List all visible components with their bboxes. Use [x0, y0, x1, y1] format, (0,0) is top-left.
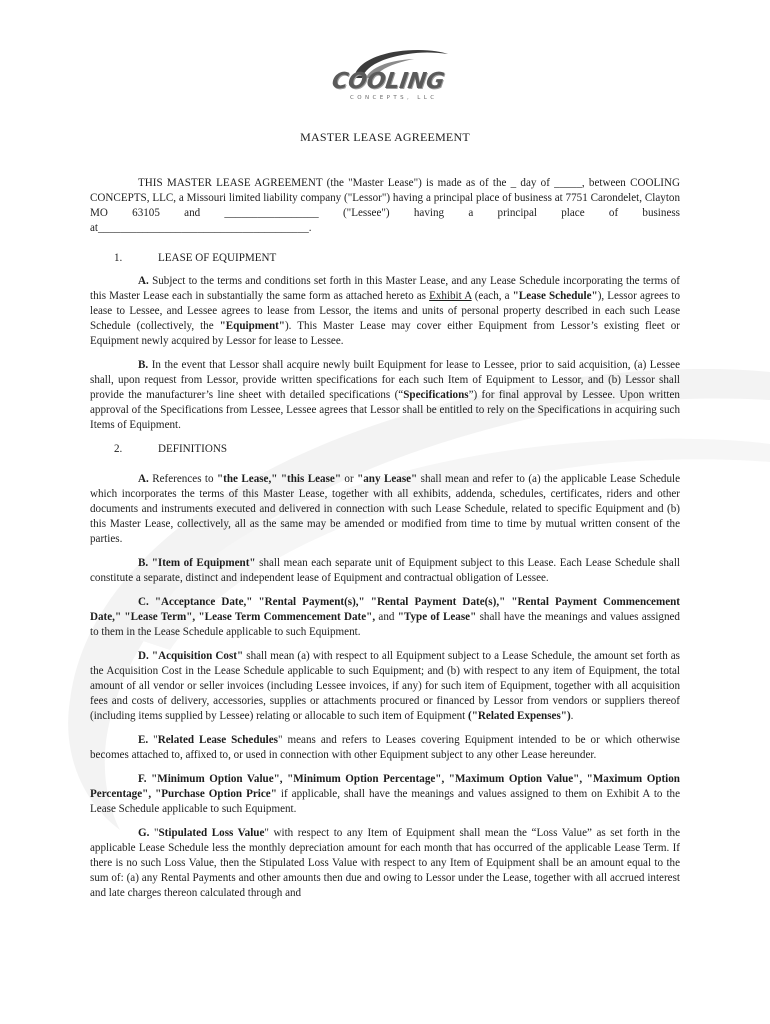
section-number: 2.	[114, 443, 123, 455]
clause-2d	[90, 649, 680, 724]
clause-text: .	[570, 710, 574, 722]
defined-term: "Type of Lease"	[397, 611, 477, 623]
clause-label: G.	[138, 827, 150, 839]
company-logo	[322, 44, 450, 104]
clause-label: D.	[138, 650, 149, 662]
document-title: MASTER LEASE AGREEMENT	[300, 130, 470, 144]
defined-term: "Equipment"	[219, 320, 285, 332]
clause-text: shall have the meanings and values assigned to them in the Lease Schedule applicable to such Equipment.	[90, 611, 680, 638]
defined-term: "Acquisition Cost"	[151, 650, 244, 662]
clause-2a	[90, 472, 680, 547]
defined-term: "Item of Equipment"	[151, 557, 256, 569]
logo-subtitle: CONCEPTS, LLC	[350, 95, 438, 101]
clause-text: "	[153, 734, 158, 746]
logo-wordmark: COOLING	[330, 69, 446, 94]
clause-text: ”) for final approval by Lessee. Upon written approval of the Specifications from Lessee, Lessee agrees that Lessor shall be entitled to rely on the Specifications in acquiring such Items of Equipment.	[90, 389, 680, 431]
clause-label: B.	[138, 359, 149, 371]
clause-2c	[90, 595, 680, 640]
clause-label: A.	[138, 275, 149, 287]
defined-term: "this Lease"	[280, 473, 341, 485]
defined-term: "Acceptance Date," "Rental Payment(s)," "Rental Payment Date(s)," "Rental Payment Commencement Date," "Lease Term", "Lease Term Commencement Date",	[90, 596, 680, 623]
defined-term: "Lease Schedule"	[512, 290, 598, 302]
section-number: 1.	[114, 252, 123, 264]
defined-term: "the Lease,"	[217, 473, 278, 485]
clause-1a	[90, 274, 680, 349]
clause-label: C.	[138, 596, 149, 608]
clause-text: shall mean (a) with respect to all Equipment subject to a Lease Schedule, the amount set forth as the Acquisition Cost in the Lease Schedule applicable to such Equipment; and (b) with respect to any item of Equipment, the total amount of all vendor or seller invoices (including Lessee invoices, if any) for such item of Equipment, together with all acquisition fees and costs of delivery, accessories, supplies or attachments procured or financed by Lessor from vendors or suppliers thereof (including items supplied by Lessee) relating or allocable to such item of Equipment	[90, 650, 681, 722]
clause-text: if applicable, shall have the meanings and values assigned to them on Exhibit A to the Lease Schedule applicable to such Equipment.	[90, 788, 681, 815]
clause-text: " means and refers to Leases covering Equipment intended to be or which otherwise becomes attached to, affixed to, or used in connection with other Equipment subject to any other Lease hereunder.	[90, 734, 680, 761]
clause-text: or	[340, 473, 358, 485]
defined-term: Specifications	[403, 389, 469, 401]
clause-text: (each, a	[471, 290, 513, 302]
defined-term: "any Lease"	[357, 473, 418, 485]
clause-text: References to	[152, 473, 217, 485]
clause-text: ), Lessor agrees to lease to Lessee, and Lessee agrees to lease from Lessor, the items and units of personal property described in each such Lease Schedule (collectively, the	[90, 290, 680, 332]
defined-term: Stipulated Loss Value	[158, 827, 265, 839]
clause-text: ). This Master Lease may cover either Equipment from Lessor’s existing fleet or Equipment newly acquired by Lessor for lease to Lessee.	[90, 320, 680, 347]
defined-term: ("Related Expenses")	[468, 710, 571, 722]
document-body	[90, 176, 680, 901]
defined-term: "Minimum Option Value", "Minimum Option Percentage", "Maximum Option Value", "Maximum Option Percentage", "Purchase Option Price"	[90, 773, 680, 800]
clause-text: shall mean and refer to (a) the applicable Lease Schedule which incorporates the terms of this Master Lease, together with all exhibits, addenda, schedules, certificates, riders and other documents and instruments executed and delivered in connection with such Lease Schedule, related to specific Equipment and (b) this Master Lease, collectively, all as the same may be amended or modified from time to time by mutual written consent of the parties.	[90, 473, 681, 545]
section-heading	[90, 251, 680, 266]
clause-text: shall mean each separate unit of Equipment subject to this Lease. Each Lease Schedule shall constitute a separate, distinct and independent lease of Equipment and contractual obligation of Lessee.	[90, 557, 680, 584]
clause-text: In the event that Lessor shall acquire newly built Equipment for lease to Lessee, prior to said acquisition, (a) Lessee shall, upon request from Lessor, provide written specifications for each such Item of Equipment to Lessor, and (b) Lessor shall provide the manufacturer’s line sheet with detailed specifications (“	[90, 359, 680, 401]
section-heading	[90, 442, 680, 457]
clause-label: F.	[138, 773, 147, 785]
clause-label: B.	[138, 557, 149, 569]
clause-2e	[90, 733, 680, 763]
clause-2f	[90, 772, 680, 817]
exhibit-a-reference: Exhibit A	[429, 290, 472, 302]
clause-label: E.	[138, 734, 149, 746]
clause-1b	[90, 358, 680, 433]
clause-text: Subject to the terms and conditions set forth in this Master Lease, and any Lease Schedule incorporating the terms of this Master Lease each in substantially the same form as attached hereto as	[90, 275, 680, 302]
section-title: DEFINITIONS	[158, 443, 228, 455]
clause-2b	[90, 556, 680, 586]
section-title: LEASE OF EQUIPMENT	[158, 252, 277, 264]
clause-text: and	[375, 611, 398, 623]
intro-paragraph: THIS MASTER LEASE AGREEMENT (the "Master Lease") is made as of the _ day of _____, between COOLING CONCEPTS, LLC, a Missouri limited liability company ("Lessor") having a principal place of business at 7751 Carondelet, Clayton MO 63105 and _________________ ("Lessee") having a principal place of business at______________________________________.	[90, 177, 680, 234]
clause-2g	[90, 826, 680, 901]
clause-text: " with respect to any Item of Equipment shall mean the “Loss Value” as set forth in the applicable Lease Schedule less the monthly depreciation amount for each month that has occurred of the applicable Lease Term. If there is no such Loss Value, then the Stipulated Loss Value with respect to any Item of Equipment shall be an amount equal to the sum of: (a) any Rental Payments and other amounts then due and owing to Lessor under the Lease, together with all accrued interest and late charges thereon calculated through and	[90, 827, 680, 899]
clause-text: "	[153, 827, 159, 839]
clause-label: A.	[138, 473, 149, 485]
defined-term: Related Lease Schedules	[157, 734, 278, 746]
